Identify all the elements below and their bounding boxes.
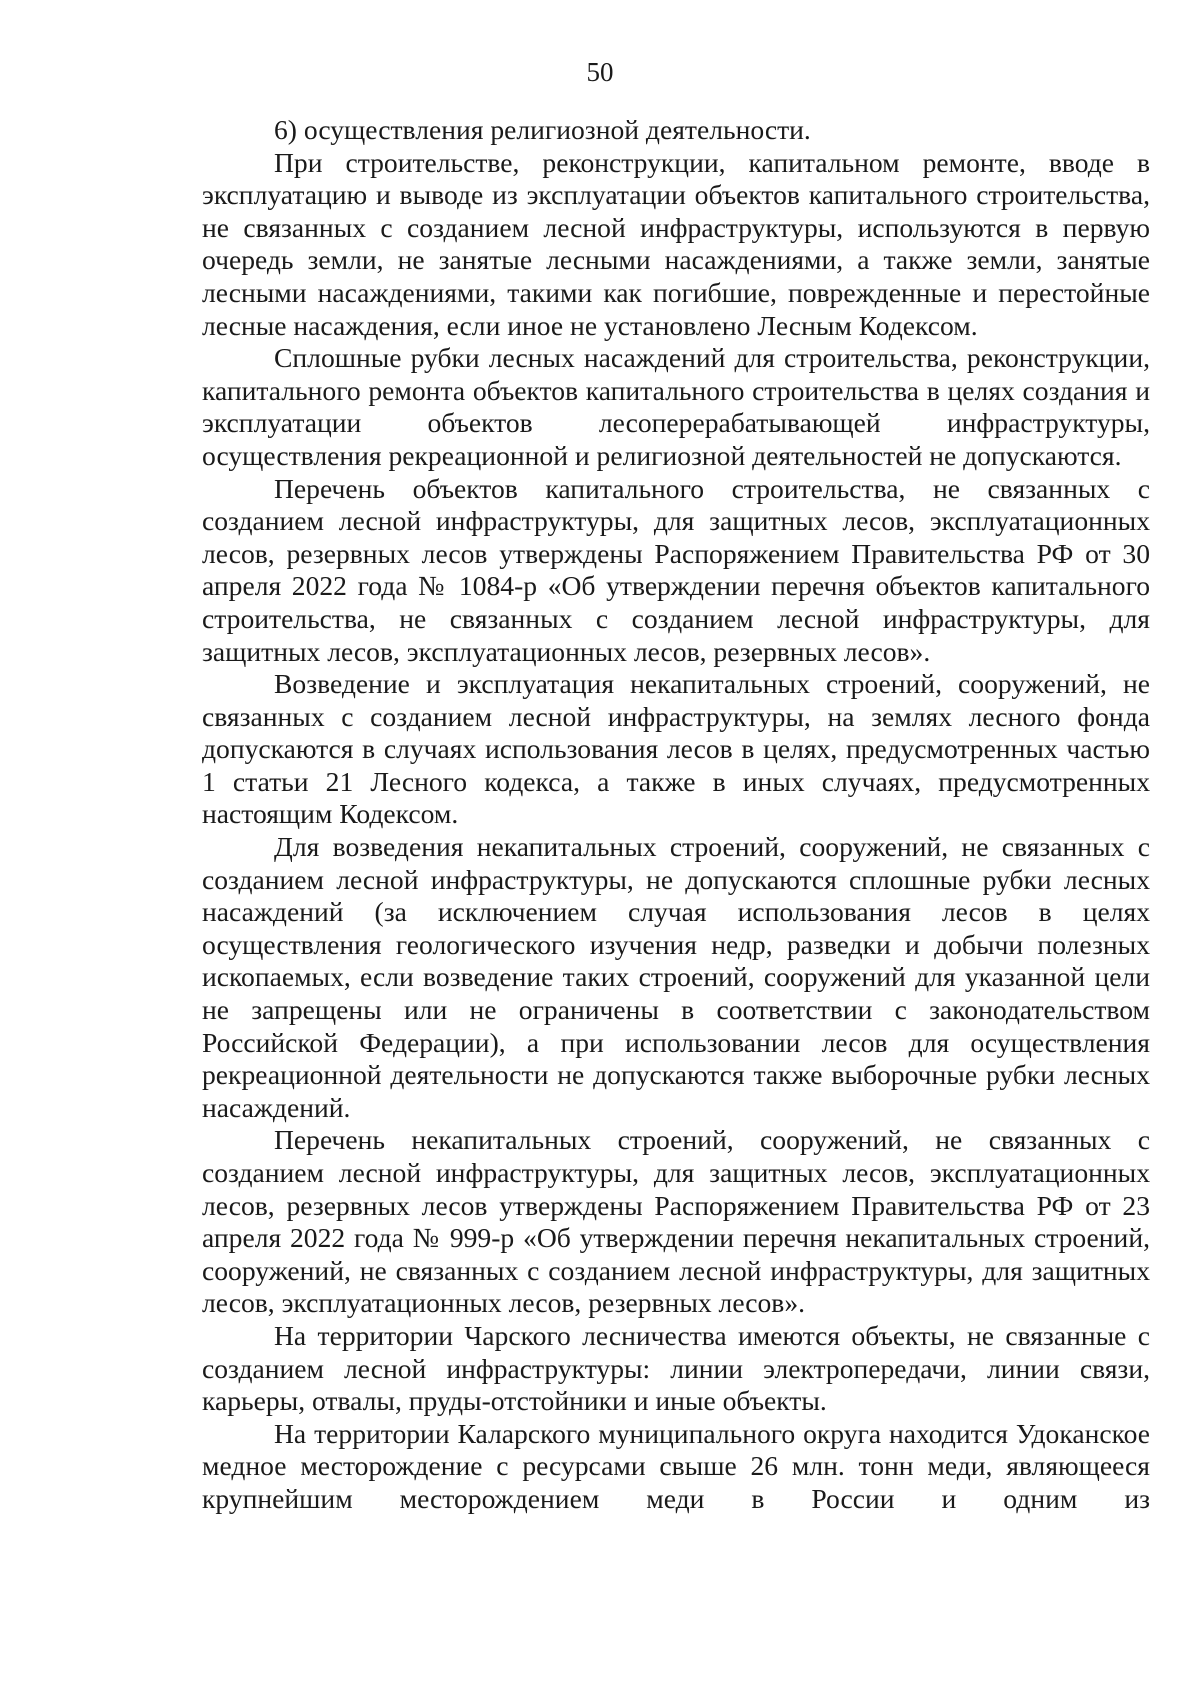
document-body — [202, 114, 1150, 1516]
paragraph-noncapital-objects-list: Перечень некапитальных строений, сооружений, не связанных с созданием лесной инфраструктуры, для защитных лесов, эксплуатационных лесов, резервных лесов утверждены Распоряжением Правительства РФ от 23 апреля 2022 года № 999-р «Об утверждении перечня некапитальных строений, сооружений, не связанных с созданием лесной инфраструктуры, для защитных лесов, эксплуатационных лесов, резервных лесов». — [202, 1124, 1150, 1319]
paragraph-charsky-objects: На территории Чарского лесничества имеются объекты, не связанные с созданием лесной инфраструктуры: линии электропередачи, линии связи, карьеры, отвалы, пруды-отстойники и иные объекты. — [202, 1319, 1150, 1417]
paragraph-noncapital-construction: Возведение и эксплуатация некапитальных строений, сооружений, не связанных с созданием лесной инфраструктуры, на землях лесного фонда допускаются в случаях использования лесов в целях, предусмотренных частью 1 статьи 21 Лесного кодекса, а также в иных случаях, предусмотренных настоящим Кодексом. — [202, 668, 1150, 830]
paragraph-construction-lands: При строительстве, реконструкции, капитальном ремонте, вводе в эксплуатацию и выводе из эксплуатации объектов капитального строительства, не связанных с созданием лесной инфраструктуры, используются в первую очередь земли, не занятые лесными насаждениями, а также земли, занятые лесными насаждениями, такими как погибшие, поврежденные и перестойные лесные насаждения, если иное не установлено Лесным Кодексом. — [202, 146, 1150, 341]
paragraph-noncapital-cutting: Для возведения некапитальных строений, сооружений, не связанных с созданием лесной инфраструктуры, не допускаются сплошные рубки лесных насаждений (за исключением случая использования лесов в целях осуществления геологического изучения недр, разведки и добычи полезных ископаемых, если возведение таких строений, сооружений для указанной цели не запрещены или не ограничены в соответствии с законодательством Российской Федерации), а при использовании лесов для осуществления рекреационной деятельности не допускаются также выборочные рубки лесных насаждений. — [202, 831, 1150, 1123]
paragraph-udokan-deposit: На территории Каларского муниципального округа находится Удоканское медное месторождение с ресурсами свыше 26 млн. тонн меди, являющееся крупнейшим месторождением меди в России и одним из — [202, 1417, 1150, 1514]
paragraph-religious-activity: 6) осуществления религиозной деятельности. — [274, 114, 811, 145]
paragraph-capital-objects-list: Перечень объектов капитального строительства, не связанных с созданием лесной инфраструктуры, для защитных лесов, эксплуатационных лесов, резервных лесов утверждены Распоряжением Правительства РФ от 30 апреля 2022 года № 1084-р «Об утверждении перечня объектов капитального строительства, не связанных с созданием лесной инфраструктуры, для защитных лесов, эксплуатационных лесов, резервных лесов». — [202, 472, 1150, 667]
page-number: 50 — [586, 57, 614, 87]
paragraph-clear-cutting: Сплошные рубки лесных насаждений для строительства, реконструкции, капитального ремонта объектов капитального строительства в целях создания и эксплуатации объектов лесоперерабатывающей инфраструктуры, осуществления рекреационной и религиозной деятельностей не допускаются. — [202, 342, 1150, 471]
